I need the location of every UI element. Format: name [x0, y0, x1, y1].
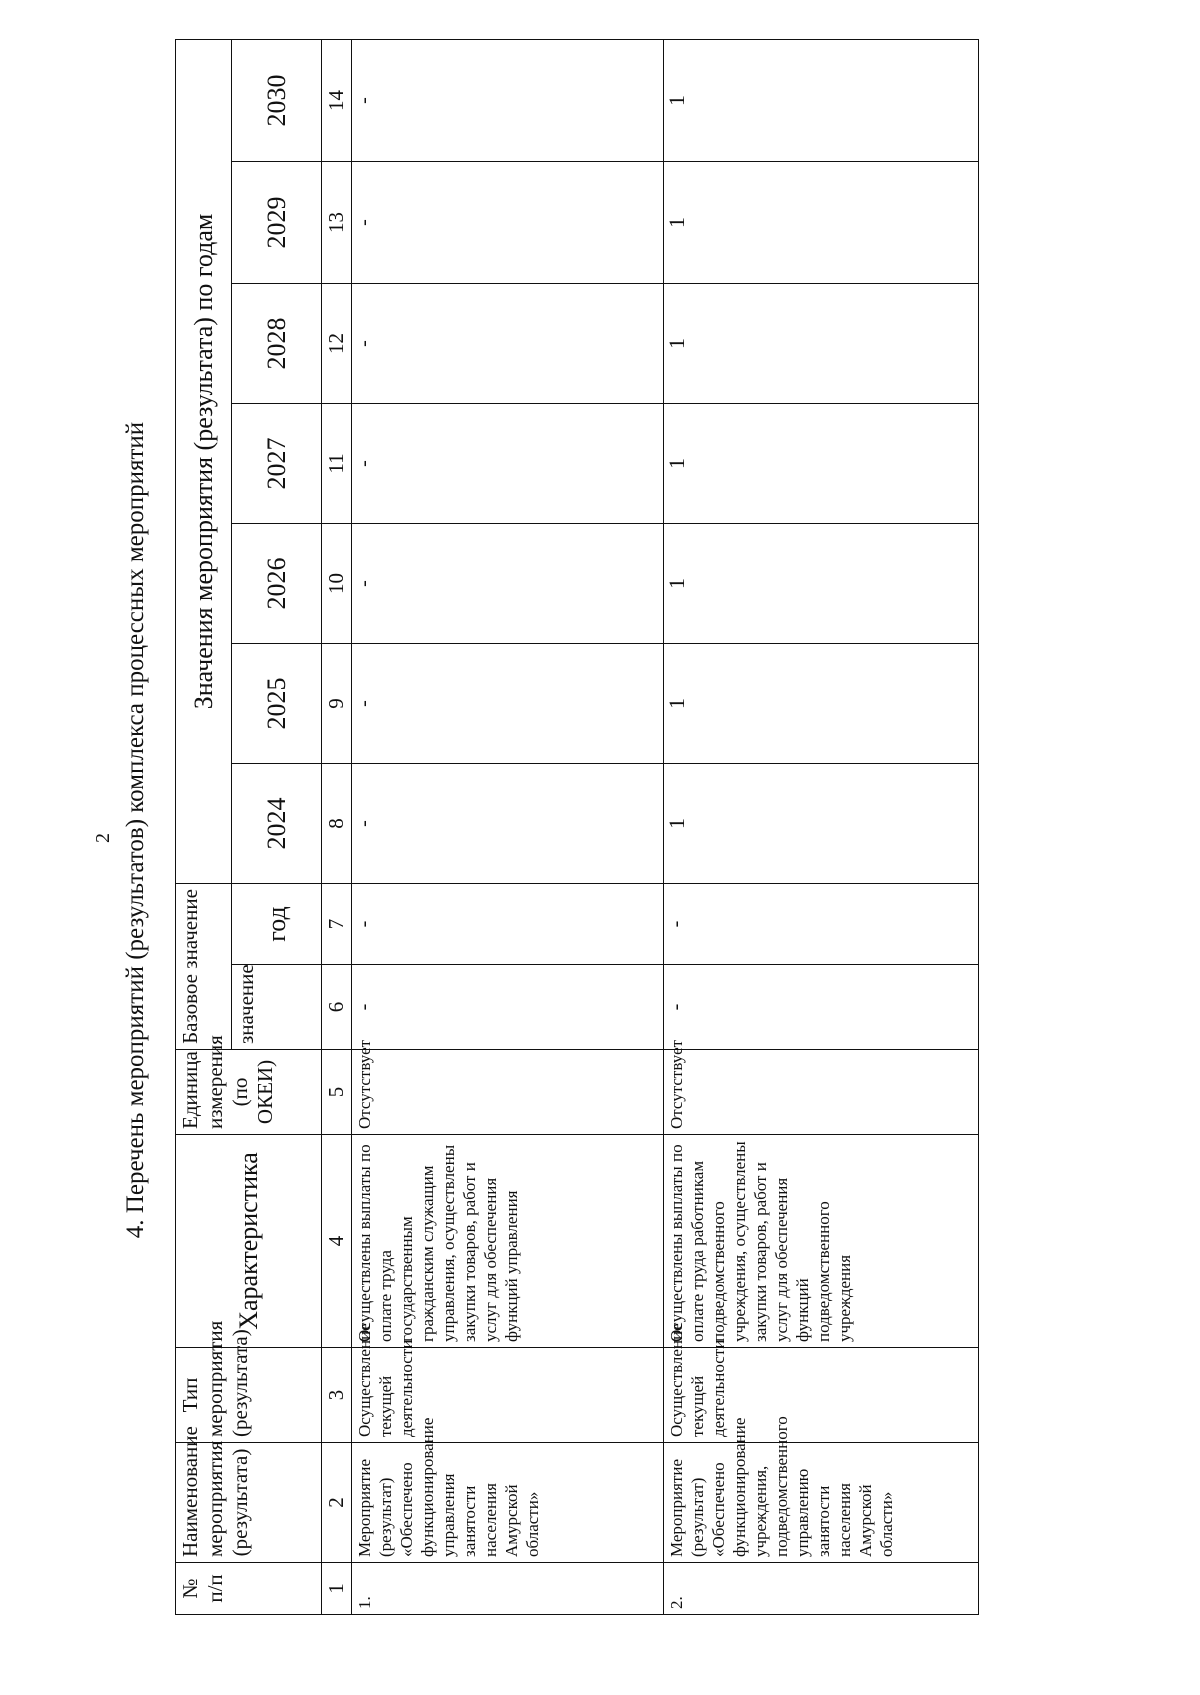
column-number: 5 [322, 1050, 352, 1135]
year-value: - [352, 283, 664, 403]
year-value: 1 [664, 161, 979, 283]
year-value: 1 [664, 403, 979, 523]
header-base-value: значение [232, 965, 322, 1050]
header-base: Базовое значение [176, 883, 232, 1049]
base-value: - [664, 965, 979, 1050]
table-row [352, 39, 664, 1614]
header-type: Тип мероприятия (результата) [176, 1348, 322, 1443]
column-number: 12 [322, 283, 352, 403]
year-value: - [352, 643, 664, 763]
header-unit: Единица измерения (по ОКЕИ) [176, 1050, 322, 1135]
column-number: 4 [322, 1135, 352, 1348]
year-value: 1 [664, 763, 979, 883]
measure-characteristic: Осуществлены выплаты по оплате труда работникам подведомственного учреждения, осуществлены закупки товаров, работ и услуг для обеспечения функций подведомственного учреждения [664, 1135, 979, 1348]
header-year: 2024 [232, 763, 322, 883]
measure-name: Мероприятие (результат) «Обеспечено функционирование учреждения, подведомственного управлению занятости населения Амурской области» [664, 1443, 979, 1563]
base-year: - [664, 883, 979, 964]
year-value: 1 [664, 283, 979, 403]
year-value: - [352, 523, 664, 643]
header-year: 2030 [232, 39, 322, 161]
year-value: - [352, 763, 664, 883]
row-number: 1. [352, 1563, 664, 1615]
year-value: 1 [664, 39, 979, 161]
header-num: № п/п [176, 1563, 322, 1615]
year-value: 1 [664, 523, 979, 643]
header-year: 2025 [232, 643, 322, 763]
row-number: 2. [664, 1563, 979, 1615]
measure-unit: Отсутствует [352, 1050, 664, 1135]
column-number: 3 [322, 1348, 352, 1443]
measure-unit: Отсутствует [664, 1050, 979, 1135]
page-number: 2 [92, 833, 114, 843]
column-number: 13 [322, 161, 352, 283]
header-name: Наименование мероприятия (результата) [176, 1443, 322, 1563]
column-number: 10 [322, 523, 352, 643]
year-value: 1 [664, 643, 979, 763]
column-number: 1 [322, 1563, 352, 1615]
column-number: 11 [322, 403, 352, 523]
base-year: - [352, 883, 664, 964]
header-values-by-year: Значения мероприятия (результата) по годам [176, 39, 232, 883]
year-value: - [352, 403, 664, 523]
header-year: 2028 [232, 283, 322, 403]
column-numbers-row [322, 39, 352, 1614]
column-number: 2 [322, 1443, 352, 1563]
header-year: 2027 [232, 403, 322, 523]
header-year: 2026 [232, 523, 322, 643]
base-value: - [352, 965, 664, 1050]
measure-name: Мероприятие (результат) «Обеспечено функционирование управления занятости населения Амурской области» [352, 1443, 664, 1563]
column-number: 7 [322, 883, 352, 964]
header-characteristic: Характеристика [176, 1135, 322, 1348]
header-row-1 [176, 39, 232, 1614]
measures-table [175, 39, 979, 1615]
header-base-year: год [232, 883, 322, 964]
header-year: 2029 [232, 161, 322, 283]
column-number: 8 [322, 763, 352, 883]
year-value: - [352, 161, 664, 283]
column-number: 9 [322, 643, 352, 763]
measure-type: Осуществление текущей деятельности [664, 1348, 979, 1443]
year-value: - [352, 39, 664, 161]
table-row [664, 39, 979, 1614]
measure-type: Осуществление текущей деятельности [352, 1348, 664, 1443]
column-number: 14 [322, 39, 352, 161]
section-title: 4. Перечень мероприятий (результатов) комплекса процессных мероприятий [122, 421, 149, 1239]
column-number: 6 [322, 965, 352, 1050]
measure-characteristic: Осуществлены выплаты по оплате труда государственным гражданским служащим управления, осуществлены закупки товаров, работ и услуг для обеспечения функций управления [352, 1135, 664, 1348]
